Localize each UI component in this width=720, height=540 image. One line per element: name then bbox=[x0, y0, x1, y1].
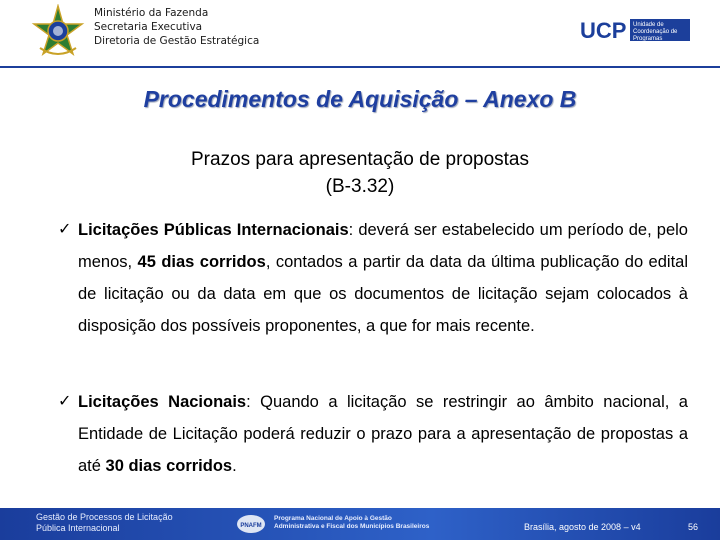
slide-title: Procedimentos de Aquisição – Anexo B bbox=[143, 86, 577, 112]
bullet-text bbox=[78, 386, 688, 482]
bullet-international bbox=[58, 214, 688, 342]
ucp-logo bbox=[580, 18, 690, 42]
footer-program-line-2: Administrativa e Fiscal dos Municípios Brasileiros bbox=[274, 523, 430, 530]
slide-subtitle bbox=[0, 146, 720, 200]
secretariat-name: Secretaria Executiva bbox=[94, 21, 203, 33]
directorate-name: Diretoria de Gestão Estratégica bbox=[94, 35, 260, 47]
bullet-text-part: : Quando a licitação se restringir ao âmbito nacional, a Entidade de Licitação poderá reduzir o prazo para a apresentação de propostas a até bbox=[78, 393, 688, 475]
bullet-text-part: . bbox=[232, 457, 237, 475]
bullet-text-part: : deverá ser estabelecido um período de, pelo menos, bbox=[78, 221, 688, 271]
subtitle-line-1: Prazos para apresentação de propostas bbox=[191, 149, 529, 170]
bullet-national bbox=[58, 386, 688, 482]
footer-course-line-1: Gestão de Processos de Licitação bbox=[36, 512, 173, 522]
pnafm-logo bbox=[236, 514, 266, 534]
checkmark-icon: ✓ bbox=[58, 393, 72, 410]
page-number: 56 bbox=[688, 522, 699, 532]
footer-date: Brasília, agosto de 2008 – v4 bbox=[524, 522, 641, 532]
bullet-emphasis: 45 dias corridos bbox=[137, 253, 266, 271]
ministry-block bbox=[94, 6, 259, 48]
checkmark-icon: ✓ bbox=[58, 221, 72, 238]
bullet-text-part: , contados a partir da data da última publicação do edital de licitação ou da data em que os documentos de licitação sejam colocados à disposição dos possíveis proponentes, a que for mais recente. bbox=[78, 253, 688, 335]
footer-course-title bbox=[36, 512, 173, 534]
footer-course-line-2: Pública Internacional bbox=[36, 523, 120, 533]
ucp-logo-subtext-1: Unidade de bbox=[633, 22, 664, 28]
footer-program bbox=[274, 515, 429, 531]
bullet-emphasis: 30 dias corridos bbox=[105, 457, 233, 475]
coat-of-arms-icon bbox=[30, 4, 86, 60]
slide-footer bbox=[0, 508, 720, 540]
header-divider bbox=[0, 66, 720, 68]
ucp-logo-text: UCP bbox=[580, 18, 627, 42]
subtitle-line-2: (B-3.32) bbox=[325, 176, 395, 197]
ucp-logo-subtext-2: Coordenação de bbox=[633, 29, 678, 35]
pnafm-logo-text: PNAFM bbox=[240, 523, 262, 529]
bullet-lead: Licitações Públicas Internacionais bbox=[78, 221, 349, 239]
ministry-name: Ministério da Fazenda bbox=[94, 7, 209, 19]
footer-program-line-1: Programa Nacional de Apoio à Gestão bbox=[274, 515, 392, 522]
slide-header bbox=[0, 0, 720, 68]
bullet-text bbox=[78, 214, 688, 342]
bullet-lead: Licitações Nacionais bbox=[78, 393, 247, 411]
ucp-logo-subtext-3: Programas bbox=[633, 36, 663, 42]
